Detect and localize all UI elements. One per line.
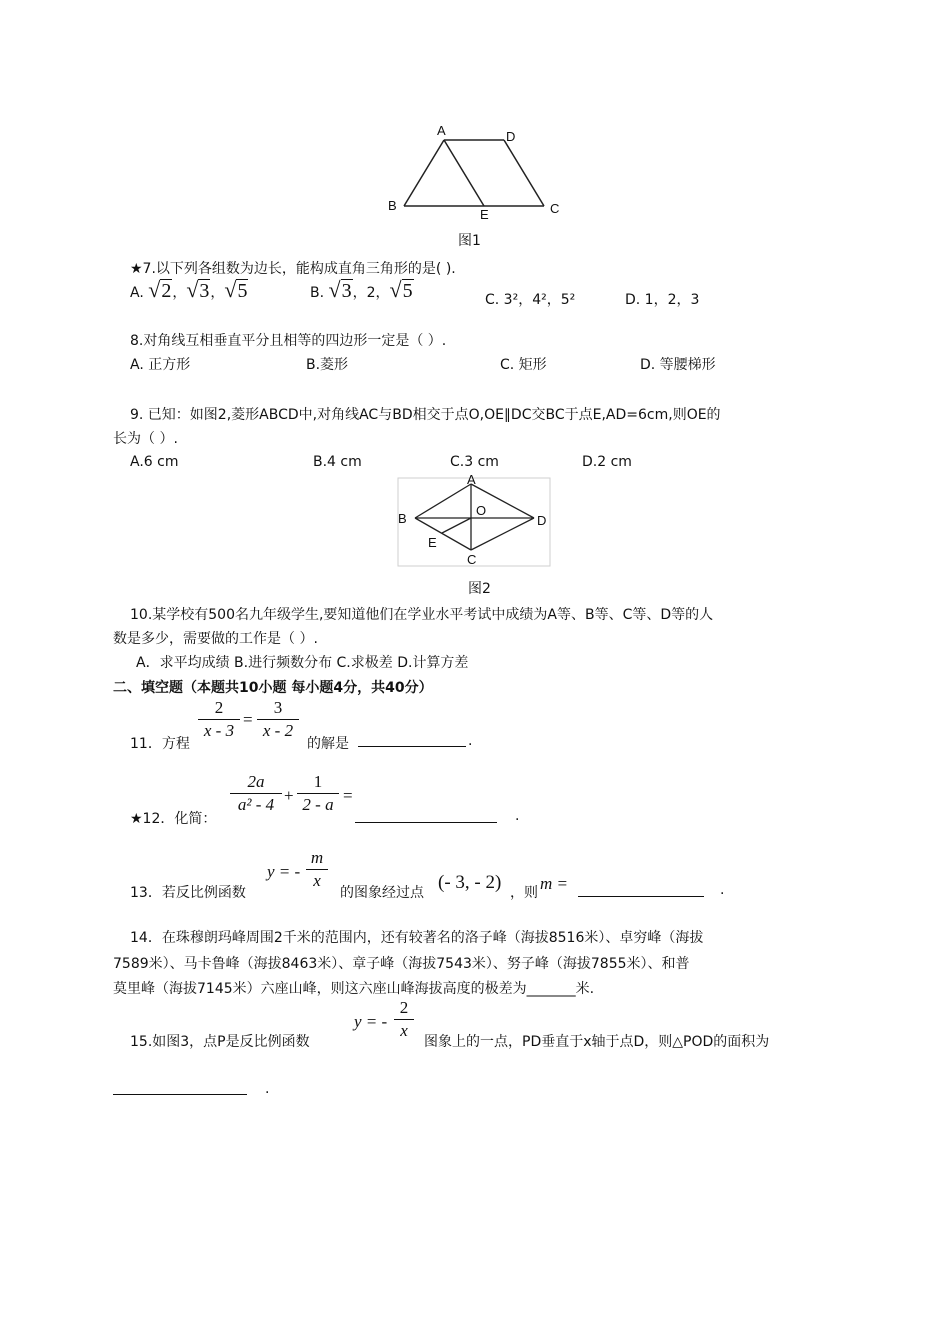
q11-suffix: 的解是 <box>307 736 349 752</box>
q12-plus: + <box>284 786 294 805</box>
q13-y-eq: y = - <box>267 862 301 881</box>
q10-options: A．求平均成绩 B.进行频数分布 C.求极差 D.计算方差 <box>136 655 469 671</box>
section-2-title: 二、填空题（本题共10小题 每小题4分，共40分） <box>113 680 433 696</box>
q7-stem: ★7.以下列各组数为边长，能构成直角三角形的是( ). <box>130 261 456 277</box>
q13-m-eq: m = <box>540 874 568 893</box>
sqrt-5-b: √5 <box>389 277 413 302</box>
q13-prefix: 13．若反比例函数 <box>130 885 246 901</box>
q8-stem: 8.对角线互相垂直平分且相等的四边形一定是（ ）. <box>130 333 447 349</box>
q12-equals: = <box>343 786 353 805</box>
q12-end: . <box>515 808 520 824</box>
q7-option-c: C. 3²，4²，5² <box>485 292 576 308</box>
q13-fraction: m x <box>306 848 328 891</box>
q12-fraction-2: 1 2 - a <box>297 772 339 815</box>
sqrt-5: √5 <box>224 277 248 302</box>
parallelogram-diagram <box>380 120 580 225</box>
q8-option-b: B.菱形 <box>306 357 349 373</box>
q13-mid: 的图象经过点 <box>340 885 424 901</box>
fig1-label-b: B <box>388 198 397 213</box>
fig1-label-c: C <box>550 201 560 216</box>
q15-answer-blank[interactable] <box>113 1080 247 1095</box>
sqrt-3-b: √3 <box>328 277 352 302</box>
q9-option-d: D.2 cm <box>582 454 632 470</box>
q15-y-eq: y = - <box>354 1012 388 1031</box>
rhombus-diagram <box>394 472 554 572</box>
q11-equals: = <box>243 710 253 729</box>
q15-prefix: 15.如图3，点P是反比例函数 <box>130 1034 310 1050</box>
q7-option-a: A. √2，√3，√5 <box>130 277 248 302</box>
q11-fraction-2: 3 x - 2 <box>257 698 299 741</box>
fig2-caption: 图2 <box>468 581 491 597</box>
q7-a-label: A. <box>130 285 144 301</box>
fig1-caption: 图1 <box>458 233 481 249</box>
q15-fraction: 2 x <box>394 998 414 1041</box>
q14-line3: 莫里峰（海拔7145米）六座山峰，则这六座山峰海拔高度的极差为_______米. <box>113 981 595 997</box>
q14-line2: 7589米）、马卡鲁峰（海拔8463米）、章子峰（海拔7543米）、努子峰（海拔7855米）、和普 <box>113 956 690 972</box>
q15-end: . <box>265 1081 270 1097</box>
q9-option-c: C.3 cm <box>450 454 499 470</box>
fig2-label-a: A <box>467 472 476 487</box>
q13-point: (- 3, - 2) <box>438 872 502 893</box>
fig1-label-d: D <box>506 129 516 144</box>
fig2-label-o: O <box>476 503 487 518</box>
q10-stem-line2: 数是多少，需要做的工作是（ ）. <box>113 631 318 647</box>
q11-end: . <box>468 733 473 749</box>
fig1-label-a: A <box>437 123 446 138</box>
q12-fraction-1: 2a a² - 4 <box>230 772 282 815</box>
fig1-label-e: E <box>480 207 489 222</box>
q13-then: ，则 <box>510 885 538 901</box>
q9-stem-line1: 9. 已知：如图2,菱形ABCD中,对角线AC与BD相交于点O,OE∥DC交BC于点E,AD=6cm,则OE的 <box>130 407 721 423</box>
q11-fraction-1: 2 x - 3 <box>198 698 240 741</box>
q8-option-d: D. 等腰梯形 <box>640 357 716 373</box>
fig2-label-e: E <box>428 535 437 550</box>
q8-option-a: A. 正方形 <box>130 357 191 373</box>
fig2-label-c: C <box>467 552 477 567</box>
q13-answer-blank[interactable] <box>578 882 704 897</box>
q9-option-b: B.4 cm <box>313 454 362 470</box>
q14-line1: 14．在珠穆朗玛峰周围2千米的范围内，还有较著名的洛子峰（海拔8516米）、卓穷峰（海拔 <box>130 930 704 946</box>
q10-stem-line1: 10.某学校有500名九年级学生,要知道他们在学业水平考试中成绩为A等、B等、C等、D等的人 <box>130 607 714 623</box>
q7-b-label: B. <box>310 285 325 301</box>
q7-option-d: D. 1，2，3 <box>625 292 700 308</box>
sqrt-3: √3 <box>186 277 210 302</box>
q9-option-a: A.6 cm <box>130 454 179 470</box>
figure-1 <box>380 120 580 225</box>
q13-end: . <box>720 882 725 898</box>
q15-suffix: 图象上的一点，PD垂直于x轴于点D，则△POD的面积为 <box>424 1034 770 1050</box>
q11-prefix: 11．方程 <box>130 736 190 752</box>
q8-option-c: C. 矩形 <box>500 357 547 373</box>
q11-answer-blank[interactable] <box>358 732 466 747</box>
q9-stem-line2: 长为（ ）. <box>113 431 178 447</box>
fig2-label-d: D <box>537 513 547 528</box>
fig2-label-b: B <box>398 511 407 526</box>
figure-2 <box>394 472 554 572</box>
sqrt-2: √2 <box>148 277 172 302</box>
q7-option-b: B. √3，2，√5 <box>310 277 413 302</box>
q12-answer-blank[interactable] <box>355 808 497 823</box>
q12-prefix: ★12．化简： <box>130 811 217 827</box>
